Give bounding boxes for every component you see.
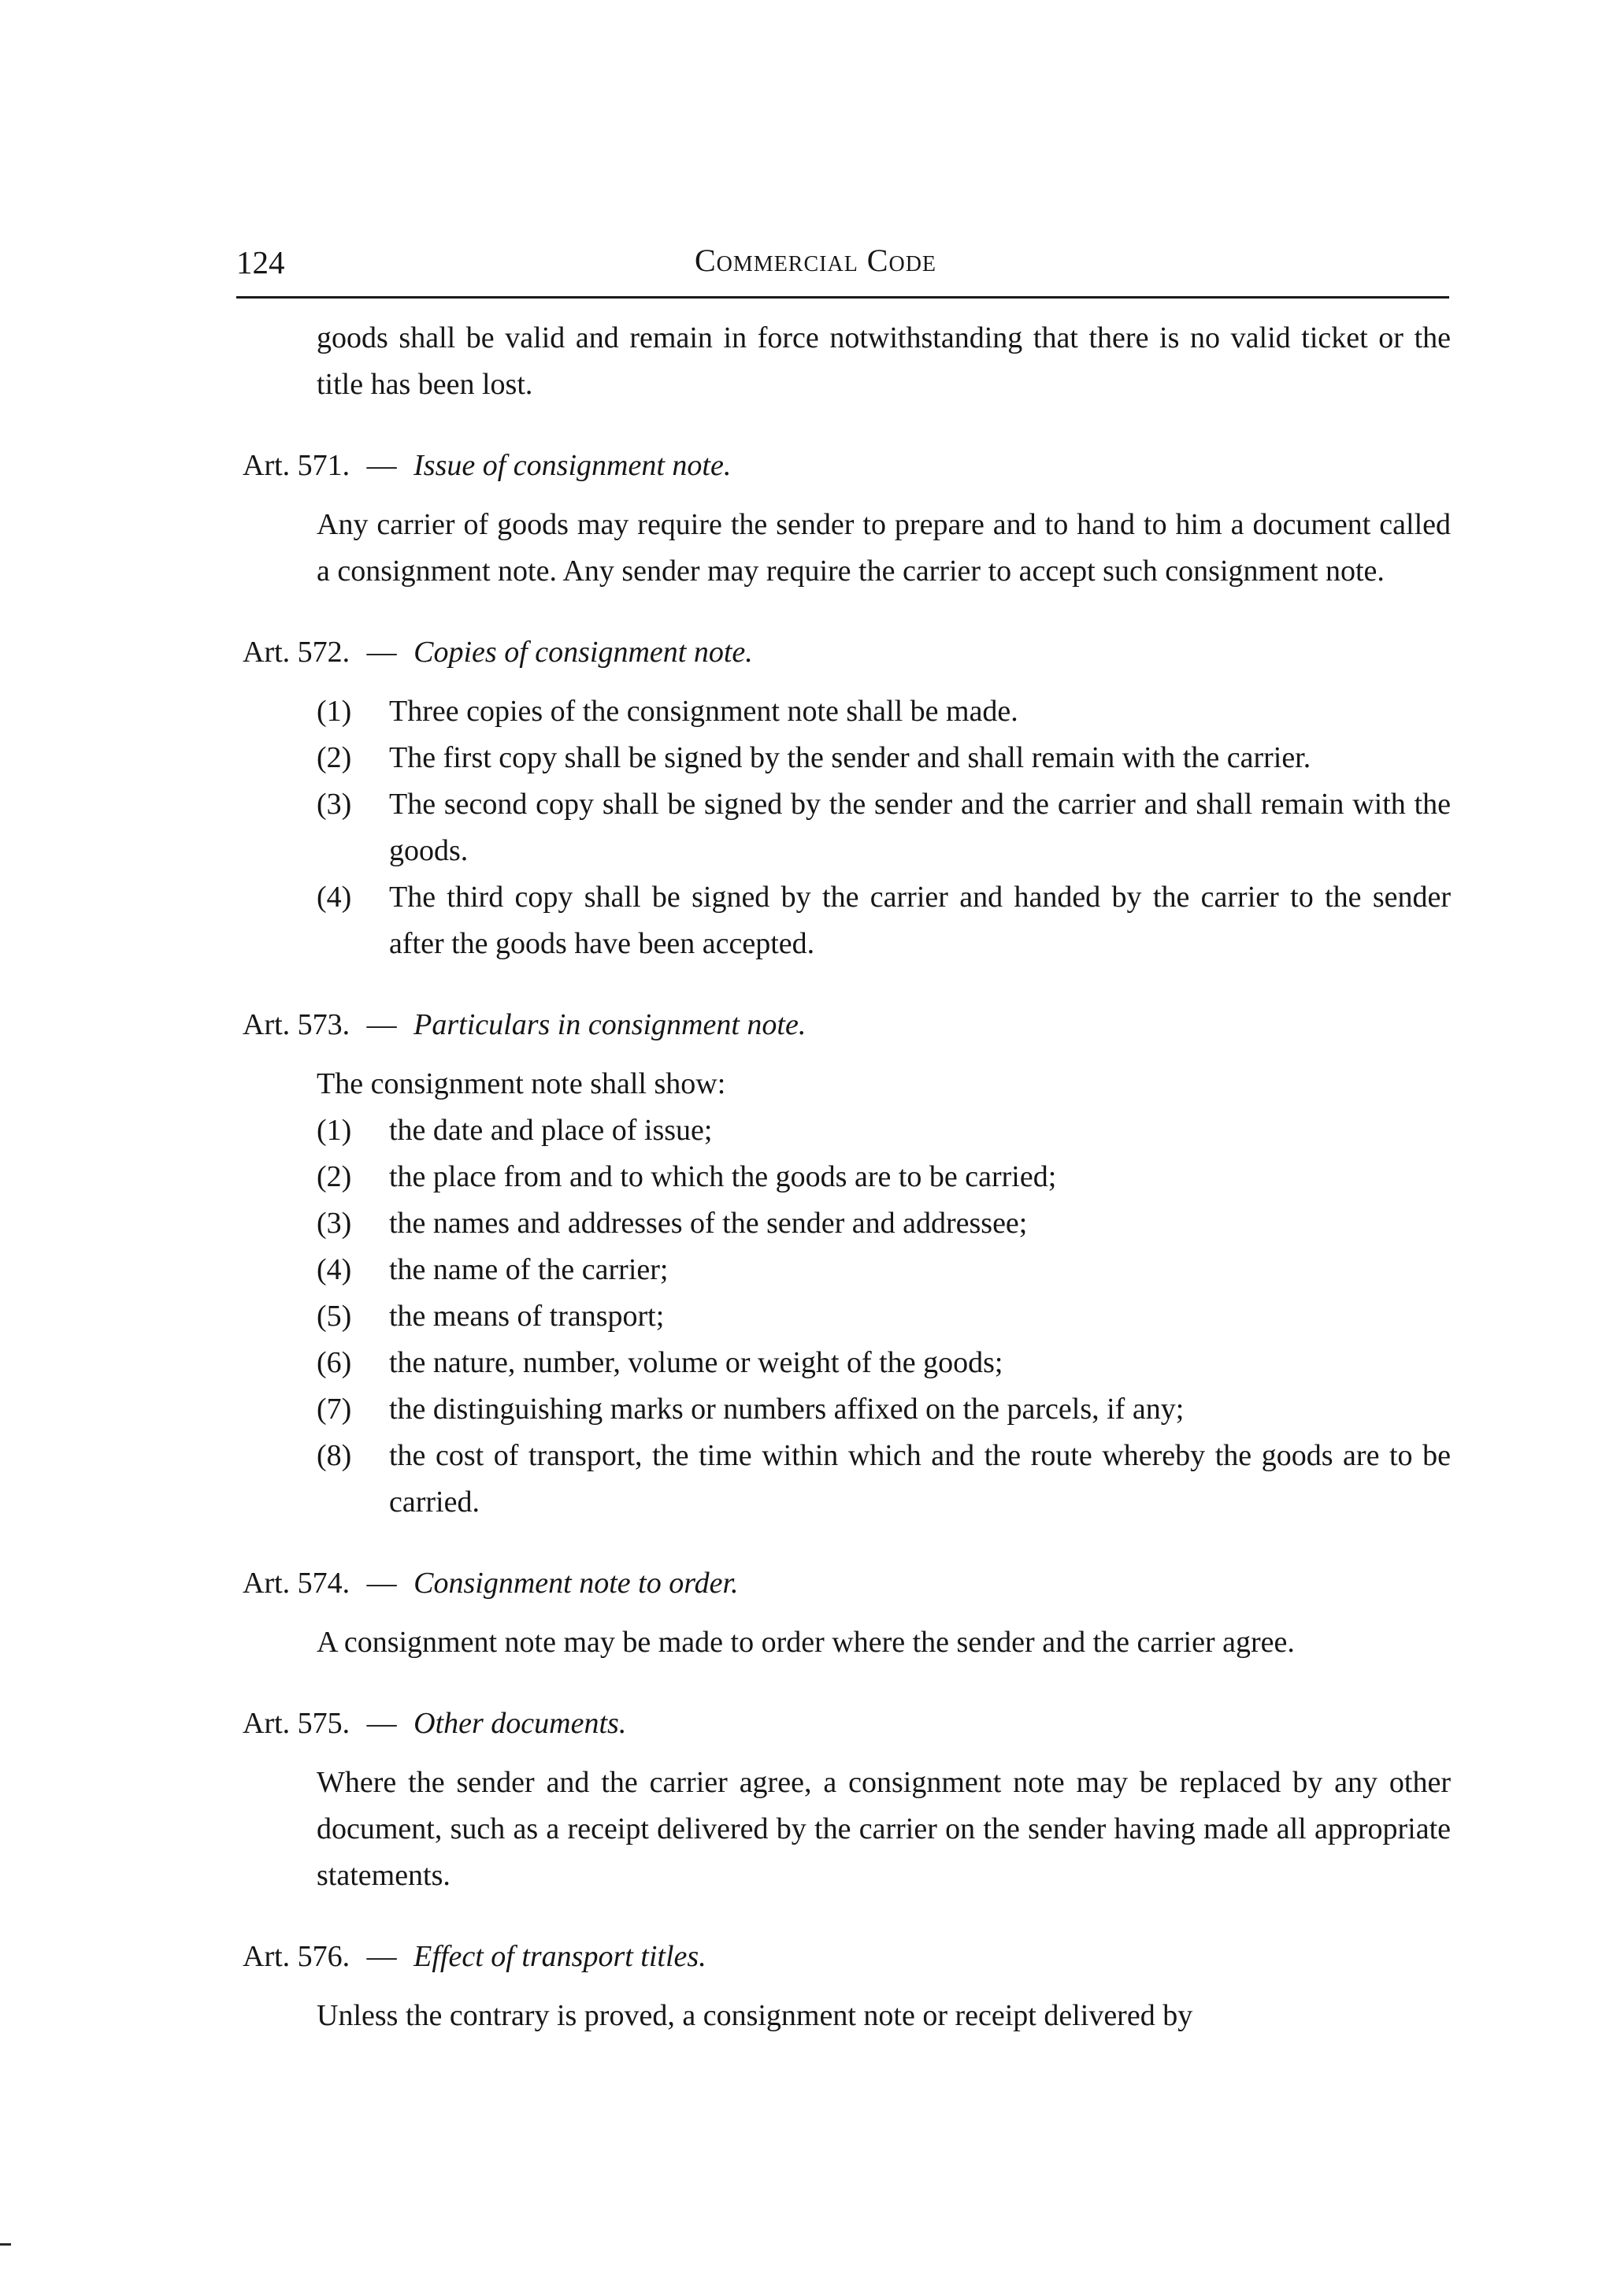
- item-text: the place from and to which the goods are to be carried;: [389, 1160, 1057, 1193]
- article-title: Effect of transport titles.: [413, 1940, 706, 1973]
- list-item: [317, 735, 1451, 781]
- item-text: Three copies of the consignment note shall be made.: [389, 695, 1018, 728]
- article-title: Issue of consignment note.: [413, 449, 732, 482]
- list-item: [317, 1154, 1451, 1200]
- page-number: 124: [236, 244, 285, 280]
- article-heading: [243, 629, 1479, 676]
- list-item: [317, 1107, 1451, 1154]
- article-heading: [243, 443, 1479, 489]
- article-label: Art. 576.: [243, 1940, 350, 1973]
- item-text: The second copy shall be signed by the sender and the carrier and shall remain with the goods.: [389, 788, 1451, 867]
- item-number: (2): [317, 741, 352, 774]
- item-text: the nature, number, volume or weight of the goods;: [389, 1346, 1003, 1379]
- item-text: the distinguishing marks or numbers affixed on the parcels, if any;: [389, 1393, 1185, 1426]
- article-text: A consignment note may be made to order where the sender and the carrier agree.: [317, 1626, 1295, 1659]
- article-dash: —: [366, 1567, 397, 1600]
- article-571: [243, 443, 1479, 595]
- item-text: the name of the carrier;: [389, 1253, 669, 1286]
- item-text: The third copy shall be signed by the carrier and handed by the carrier to the sender after the goods have been accepted.: [389, 881, 1451, 960]
- item-text: the names and addresses of the sender and addressee;: [389, 1207, 1028, 1240]
- list-item: [317, 1433, 1451, 1526]
- article-dash: —: [366, 449, 397, 482]
- article-text: Unless the contrary is proved, a consignment note or receipt delivered by: [317, 1999, 1193, 2032]
- numbered-list: [317, 688, 1451, 967]
- item-number: (1): [317, 1114, 352, 1147]
- article-label: Art. 574.: [243, 1567, 350, 1600]
- article-573: [243, 1002, 1479, 1526]
- page-body: [243, 315, 1479, 2039]
- header-rule: [236, 296, 1449, 299]
- list-item: [317, 1200, 1451, 1247]
- continuation-paragraph: goods shall be valid and remain in force notwithstanding that there is no valid ticket or the title has been lost.: [317, 321, 1451, 401]
- article-label: Art. 573.: [243, 1008, 350, 1041]
- scan-margin-mark: [0, 2243, 11, 2246]
- article-title: Particulars in consignment note.: [413, 1008, 806, 1041]
- item-number: (2): [317, 1160, 352, 1193]
- article-title: Copies of consignment note.: [413, 636, 753, 669]
- item-number: (6): [317, 1346, 352, 1379]
- article-dash: —: [366, 1008, 397, 1041]
- item-text: the date and place of issue;: [389, 1114, 713, 1147]
- article-dash: —: [366, 1707, 397, 1740]
- article-575: [243, 1701, 1479, 1899]
- article-text: Any carrier of goods may require the sender to prepare and to hand to him a document called a consignment note. Any sender may require the carrier to accept such consignment note.: [317, 508, 1451, 588]
- list-item: [317, 1386, 1451, 1433]
- page-header: [236, 235, 1449, 298]
- numbered-list: [317, 1107, 1451, 1526]
- list-item: [317, 874, 1451, 967]
- article-dash: —: [366, 1940, 397, 1973]
- article-label: Art. 571.: [243, 449, 350, 482]
- item-number: (3): [317, 1207, 352, 1240]
- article-574: [243, 1560, 1479, 1666]
- item-number: (3): [317, 788, 352, 821]
- item-number: (8): [317, 1439, 352, 1472]
- item-text: The first copy shall be signed by the sender and shall remain with the carrier.: [389, 741, 1311, 774]
- list-item: [317, 1340, 1451, 1386]
- item-number: (1): [317, 695, 352, 728]
- article-heading: [243, 1934, 1479, 1980]
- article-label: Art. 572.: [243, 636, 350, 669]
- item-number: (4): [317, 881, 352, 914]
- item-text: the cost of transport, the time within which and the route whereby the goods are to be carried.: [389, 1439, 1451, 1519]
- article-text: Where the sender and the carrier agree, a consignment note may be replaced by any other document, such as a receipt delivered by the carrier on the sender having made all appropriate statements.: [317, 1766, 1451, 1892]
- running-head: Commercial Code: [695, 243, 937, 278]
- article-dash: —: [366, 636, 397, 669]
- item-number: (7): [317, 1393, 352, 1426]
- article-title: Other documents.: [413, 1707, 627, 1740]
- list-item: [317, 781, 1451, 874]
- article-title: Consignment note to order.: [413, 1567, 739, 1600]
- article-label: Art. 575.: [243, 1707, 350, 1740]
- item-number: (4): [317, 1253, 352, 1286]
- article-intro: The consignment note shall show:: [317, 1067, 726, 1100]
- article-heading: [243, 1560, 1479, 1607]
- article-576: [243, 1934, 1479, 2039]
- list-item: [317, 688, 1451, 735]
- list-item: [317, 1247, 1451, 1293]
- item-number: (5): [317, 1300, 352, 1333]
- article-572: [243, 629, 1479, 967]
- list-item: [317, 1293, 1451, 1340]
- item-text: the means of transport;: [389, 1300, 665, 1333]
- article-heading: [243, 1701, 1479, 1747]
- article-heading: [243, 1002, 1479, 1048]
